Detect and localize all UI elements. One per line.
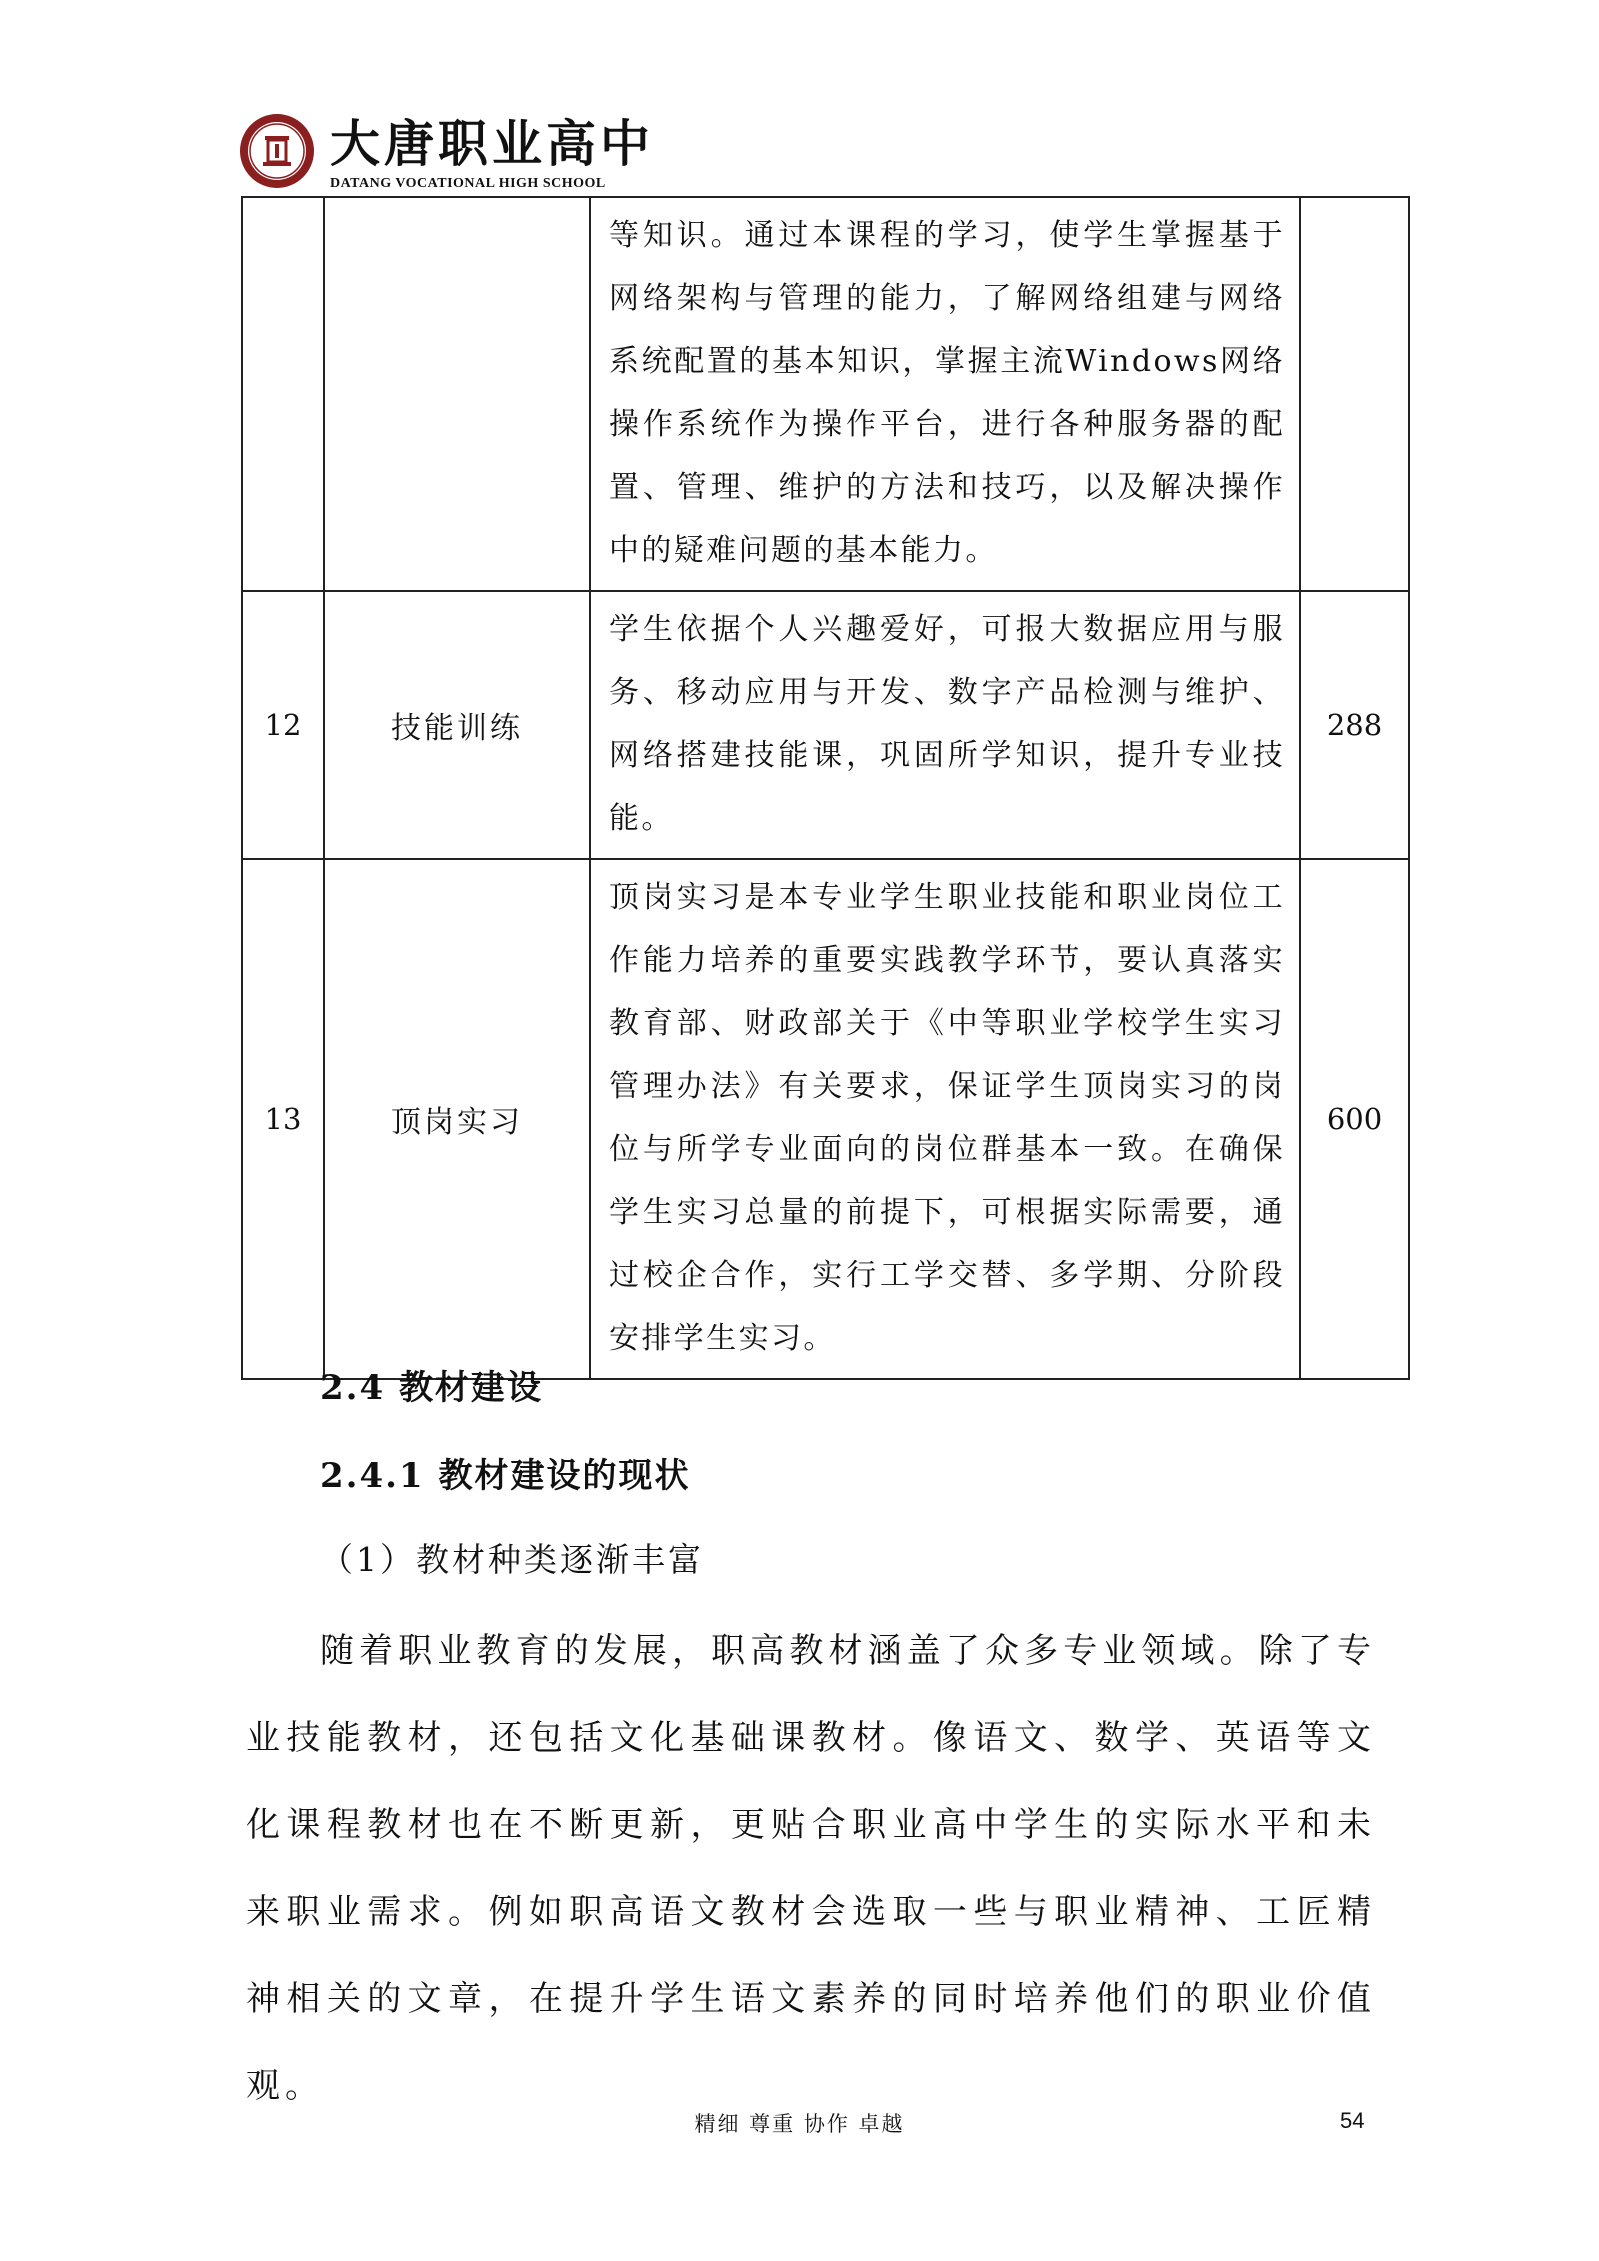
course-table xyxy=(241,196,1410,1380)
course-hours: 600 xyxy=(1300,859,1409,1379)
school-name-en: DATANG VOCATIONAL HIGH SCHOOL xyxy=(330,176,606,191)
section-heading: 2.4 教材建设 xyxy=(320,1368,543,1408)
item-title: （1）教材种类逐渐丰富 xyxy=(320,1540,704,1579)
row-number: 13 xyxy=(242,859,324,1379)
school-name-cn: 大唐职业高中 xyxy=(330,114,654,173)
course-name: 技能训练 xyxy=(324,591,590,859)
school-seal-logo xyxy=(238,112,316,190)
course-description: 学生依据个人兴趣爱好，可报大数据应用与服务、移动应用与开发、数字产品检测与维护、网络搭建技能课，巩固所学知识，提升专业技能。 xyxy=(590,591,1300,859)
table-row xyxy=(242,591,1409,859)
page-header xyxy=(238,108,654,194)
course-name xyxy=(324,197,590,591)
body-paragraph: 随着职业教育的发展，职高教材涵盖了众多专业领域。除了专业技能教材，还包括文化基础课教材。像语文、数学、英语等文化课程教材也在不断更新，更贴合职业高中学生的实际水平和未来职业需求。例如职高语文教材会选取一些与职业精神、工匠精神相关的文章，在提升学生语文素养的同时培养他们的职业价值观。 xyxy=(246,1631,1376,2106)
footer-motto: 精细 尊重 协作 卓越 xyxy=(694,2112,905,2136)
course-hours: 288 xyxy=(1300,591,1409,859)
row-number: 12 xyxy=(242,591,324,859)
page-number: 54 xyxy=(1340,2108,1365,2133)
course-name: 顶岗实习 xyxy=(324,859,590,1379)
course-description: 等知识。通过本课程的学习，使学生掌握基于网络架构与管理的能力，了解网络组建与网络系统配置的基本知识，掌握主流Windows网络操作系统作为操作平台，进行各种服务器的配置、管理、维护的方法和技巧，以及解决操作中的疑难问题的基本能力。 xyxy=(590,197,1300,591)
table-row xyxy=(242,197,1409,591)
row-number xyxy=(242,197,324,591)
subsection-heading: 2.4.1 教材建设的现状 xyxy=(320,1456,691,1496)
course-description: 顶岗实习是本专业学生职业技能和职业岗位工作能力培养的重要实践教学环节，要认真落实教育部、财政部关于《中等职业学校学生实习管理办法》有关要求，保证学生顶岗实习的岗位与所学专业面向的岗位群基本一致。在确保学生实习总量的前提下，可根据实际需要，通过校企合作，实行工学交替、多学期、分阶段安排学生实习。 xyxy=(590,859,1300,1379)
course-hours xyxy=(1300,197,1409,591)
table-row xyxy=(242,859,1409,1379)
